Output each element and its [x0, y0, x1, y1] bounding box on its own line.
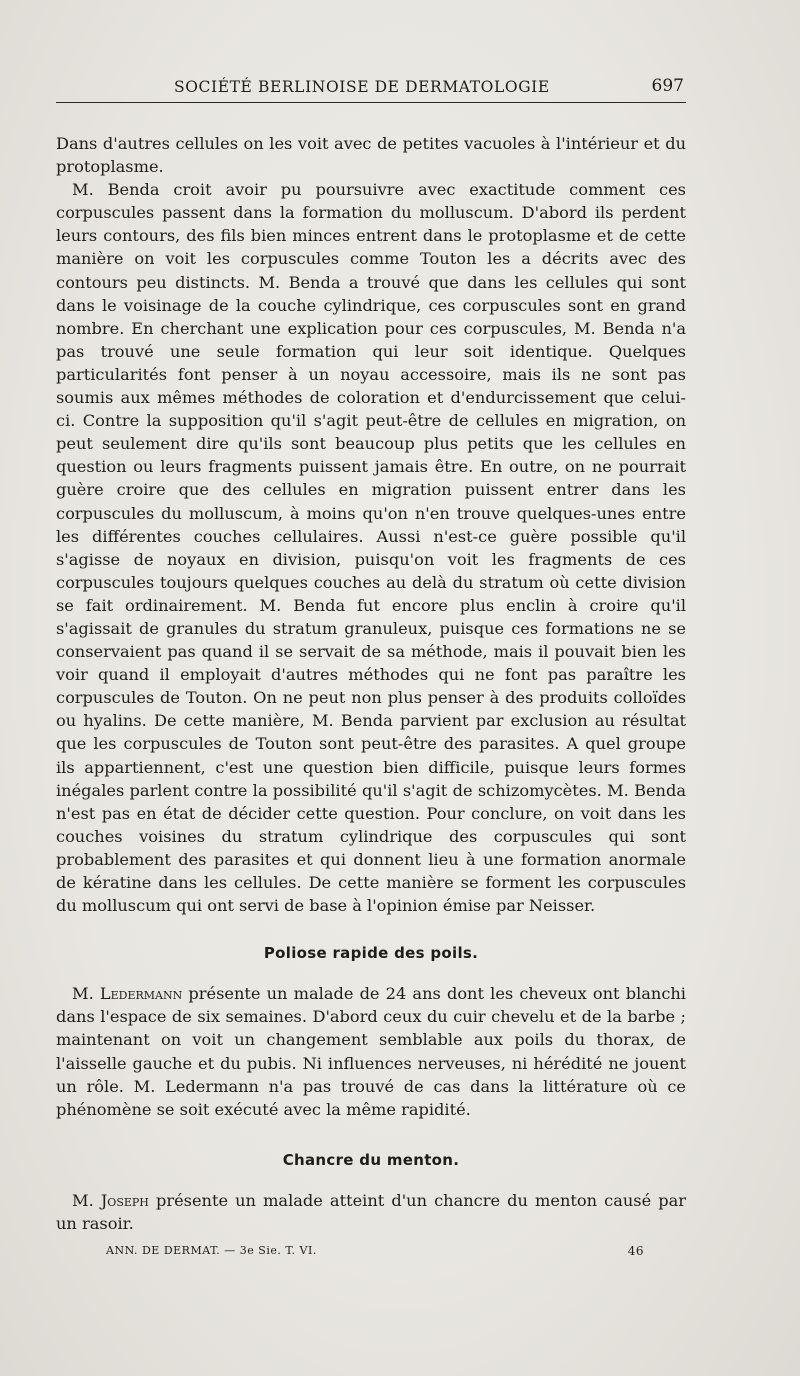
speaker-prefix: M.: [72, 1190, 101, 1210]
running-title: SOCIÉTÉ BERLINOISE DE DERMATOLOGIE: [174, 78, 550, 96]
section-text: présente un malade atteint d'un chancre du menton causé par un rasoir.: [56, 1190, 686, 1234]
speaker-prefix: M.: [72, 984, 100, 1004]
journal-reference: ANN. DE DERMAT. — 3e Sie. T. VI.: [106, 1244, 317, 1257]
speaker-name: Ledermann: [99, 984, 183, 1004]
signature-mark: 46: [627, 1244, 644, 1258]
speaker-name: Joseph: [100, 1190, 149, 1210]
page-header: [56, 76, 686, 103]
section-text: présente un malade de 24 ans dont les cheveux ont blanchi dans l'espace de six semaines. D'abord ceux du cuir chevelu et de la barbe ; maintenant on voit un changement semblable aux poils du thorax, de l'aisselle gauche et du pubis. Ni influences nerveuses, ni hérédité ne jouent un rôle. M. Ledermann n'a pas trouvé de cas dans la littérature où ce phénomène se soit exécuté avec la même rapidité.: [56, 984, 686, 1119]
body-text: [56, 132, 686, 1235]
page-number: 697: [651, 76, 684, 96]
section-paragraph-poliose: [56, 982, 686, 1121]
paragraph-2: M. Benda croit avoir pu poursuivre avec exactitude comment ces corpuscules passent dans la formation du molluscum. D'abord ils perdent leurs contours, des fils bien minces entrent dans le protoplasme et de cette manière on voit les corpuscules comme Touton les a décrits avec des contours peu distincts. M. Benda a trouvé que dans les cellules qui sont dans le voisinage de la couche cylindrique, ces corpuscules sont en grand nombre. En cherchant une explication pour ces corpuscules, M. Benda n'a pas trouvé une seule formation qui leur soit identique. Quelques particularités font penser à un noyau accessoire, mais ils ne sont pas soumis aux mêmes méthodes de coloration et d'endurcissement que celui-ci. Contre la supposition qu'il s'agit peut-être de cellules en migration, on peut seulement dire qu'ils sont beaucoup plus petits que les cellules en question ou leurs fragments puissent jamais être. En outre, on ne pourrait guère croire que des cellules en migration puissent entrer dans les corpuscules du molluscum, à moins qu'on n'en trouve quelques-unes entre les différentes couches cellulaires. Aussi n'est-ce guère possible qu'il s'agisse de noyaux en division, puisqu'on voit les fragments de ces corpuscules toujours quelques couches au delà du stratum où cette division se fait ordinairement. M. Benda fut encore plus enclin à croire qu'il s'agissait de granules du stratum granuleux, puisque ces formations ne se conservaient pas quand il se servait de sa méthode, mais il pouvait bien les voir quand il employait d'autres méthodes qui ne font pas paraître les corpuscules de Touton. On ne peut non plus penser à des produits colloïdes ou hyalins. De cette manière, M. Benda parvient par exclusion au résultat que les corpuscules de Touton sont peut-être des parasites. A quel groupe ils appartiennent, c'est une question bien difficile, puisque leurs formes inégales parlent contre la possibilité qu'il s'agit de schizomycètes. M. Benda n'est pas en état de décider cette question. Pour conclure, on voit dans les couches voisines du stratum cylindrique des corpuscules qui sont probablement des parasites et qui donnent lieu à une formation anormale de kératine dans les cellules. De cette manière se forment les corpuscules du molluscum qui ont servi de base à l'opinion émise par Neisser.: [56, 180, 686, 916]
section-title-poliose: Poliose rapide des poils.: [263, 944, 479, 963]
page-footer: [56, 1244, 686, 1264]
paragraph-1: Dans d'autres cellules on les voit avec de petites vacuoles à l'intérieur et du protoplasme.: [56, 134, 686, 177]
section-paragraph-chancre: [56, 1189, 686, 1235]
section-title-chancre: Chancre du menton.: [282, 1150, 460, 1169]
